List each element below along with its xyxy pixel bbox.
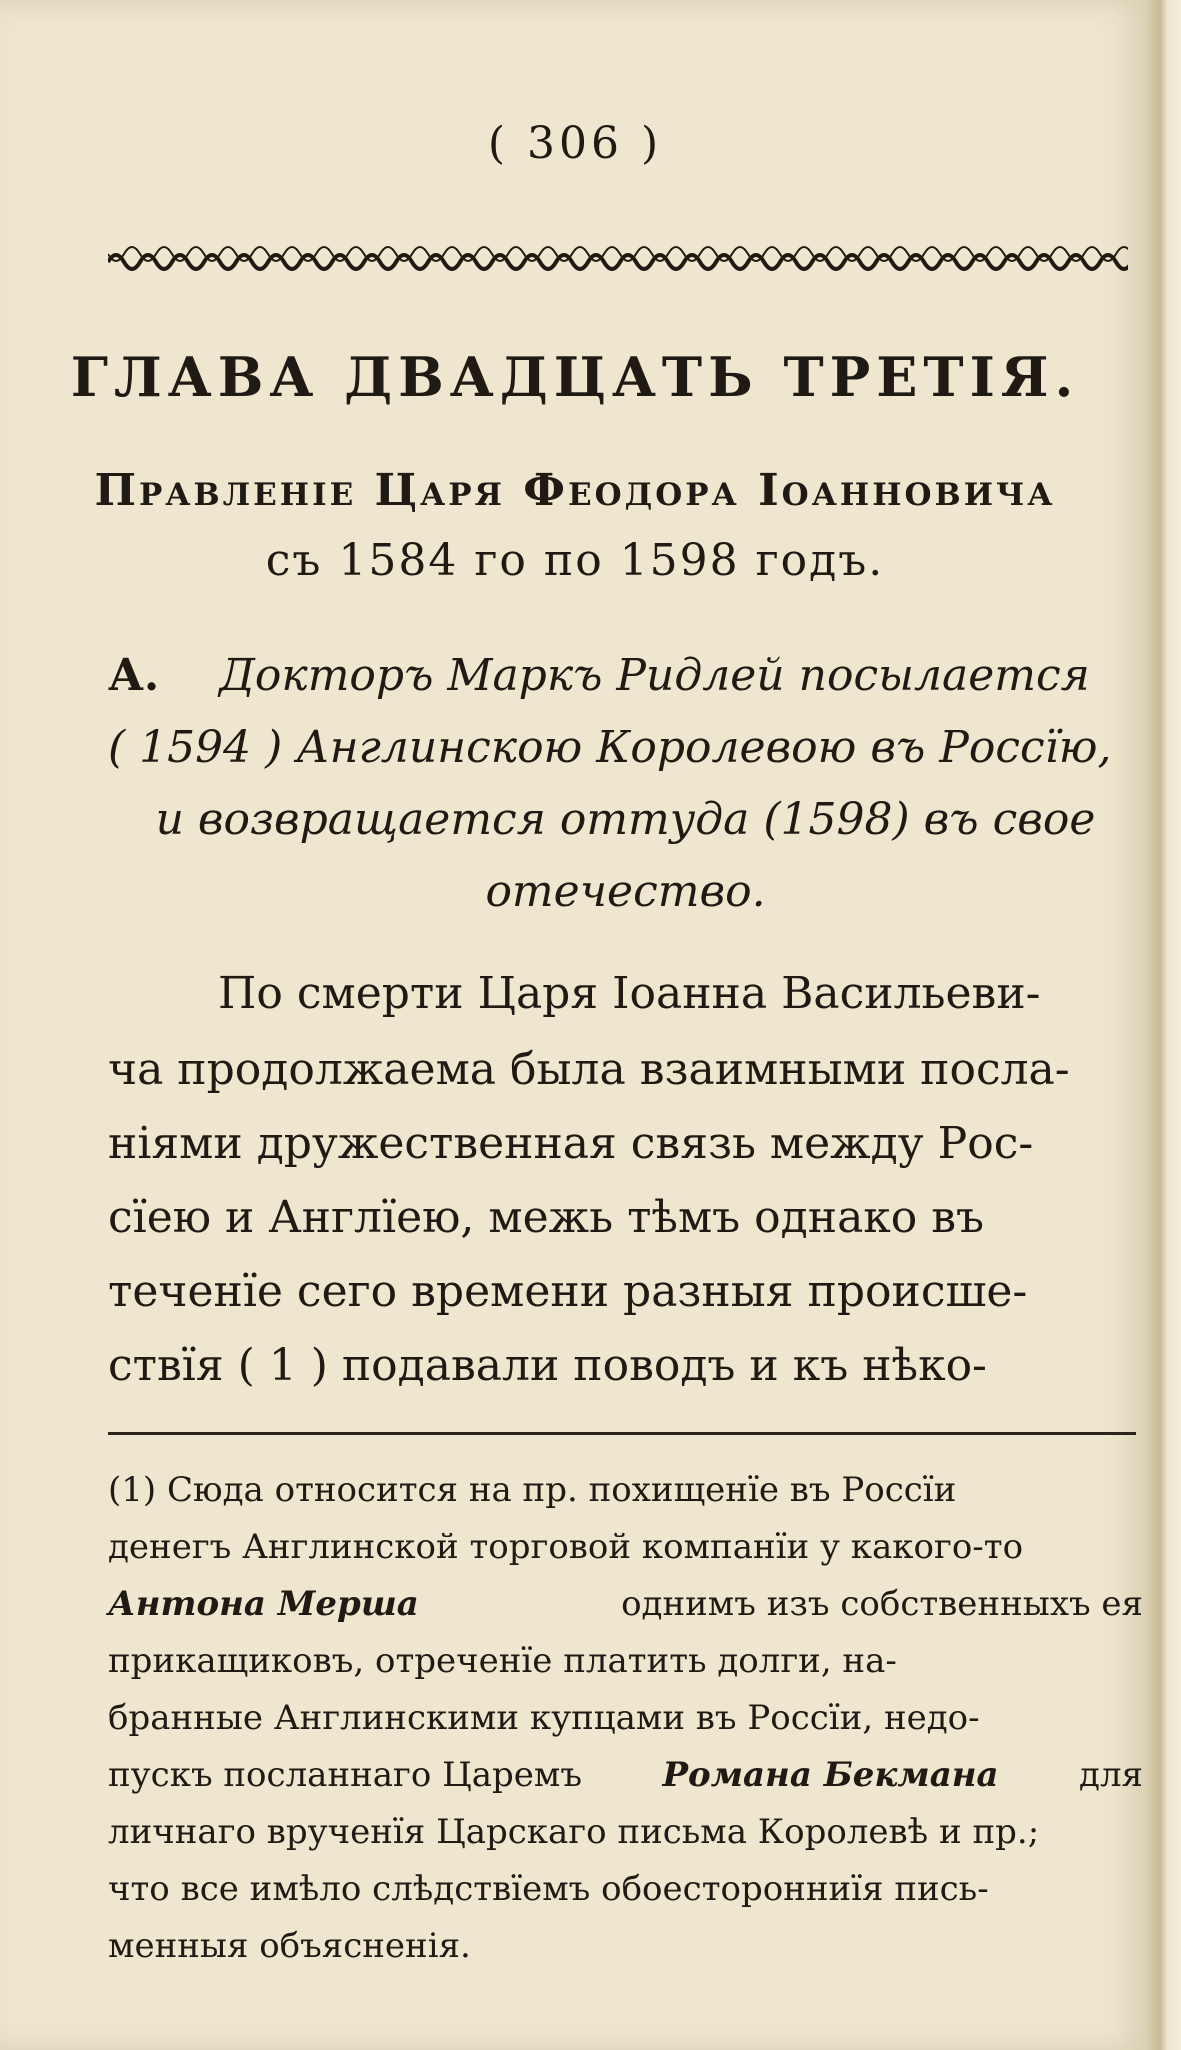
body-line-4: сїею и Англїею, межь тѣмъ однако въ <box>108 1192 985 1243</box>
footnote-name-anton-mersh: Антона Мерша <box>108 1584 419 1624</box>
body-line-5: теченїе сего времени разныя происше- <box>108 1266 1028 1317</box>
book-spine-shadow <box>1147 0 1181 2050</box>
summary-marker: А. <box>108 650 160 701</box>
summary-line-3-text: и возвращается оттуда (1598) въ свое <box>155 794 1096 845</box>
footnote-line-6-text-b: для <box>1079 1755 1143 1795</box>
chapter-subtitle-reign: Правленіе Царя Феодора Іоанновича <box>94 465 1056 516</box>
footnote-rule <box>108 1432 1136 1435</box>
summary-line-2-text: ( 1594 ) Англинскою Королевою въ Россїю, <box>108 722 1112 773</box>
footnote-line-2: денегъ Англинской торговой компанїи у какого-то <box>108 1527 1024 1567</box>
footnote-line-5: бранные Англинскими купцами въ Россїи, недо- <box>108 1698 980 1738</box>
ornamental-rule <box>108 240 1128 274</box>
footnote-name-roman-bekman: Романа Бекмана <box>662 1755 999 1795</box>
body-line-1: По смерти Царя Іоанна Васильеви- <box>218 968 1041 1019</box>
footnote-line-9: менныя объясненія. <box>108 1926 471 1966</box>
footnote-line-3 <box>108 1584 1143 1624</box>
footnote-line-1: (1) Сюда относится на пр. похищенїе въ Россїи <box>108 1470 957 1510</box>
summary-line-2 <box>108 722 1143 773</box>
body-line-2: ча продолжаема была взаимными посла- <box>108 1044 1070 1095</box>
page-number: ( 306 ) <box>487 118 663 169</box>
body-line-3: ніями дружественная связь между Рос- <box>108 1118 1034 1169</box>
summary-line-1-text: Докторъ Маркъ Ридлей посылается <box>219 650 1090 701</box>
footnote-line-8: что все имѣло слѣдствїемъ обоесторонниїя пись- <box>108 1869 989 1909</box>
footnote-line-6 <box>108 1755 1143 1795</box>
body-line-6: ствїя ( 1 ) подавали поводъ и къ нѣко- <box>108 1340 987 1391</box>
chapter-title: ГЛАВА ДВАДЦАТЬ ТРЕТІЯ. <box>70 345 1080 409</box>
footnote-line-3-text: однимъ изъ собственныхъ ея <box>621 1584 1143 1624</box>
summary-line-4 <box>108 866 1143 917</box>
summary-line-1 <box>108 650 1143 701</box>
summary-line-4-text: отечество. <box>485 866 766 917</box>
footnote-line-7: личнаго врученїя Царскаго письма Королевѣ и пр.; <box>108 1812 1040 1852</box>
footnote-line-6-text-a: пускъ посланнаго Царемъ <box>108 1755 583 1795</box>
footnote-line-4: прикащиковъ, отреченїе платить долги, на- <box>108 1641 897 1681</box>
chapter-subtitle-dates: съ 1584 го по 1598 годъ. <box>265 535 885 586</box>
summary-line-3 <box>108 794 1143 845</box>
